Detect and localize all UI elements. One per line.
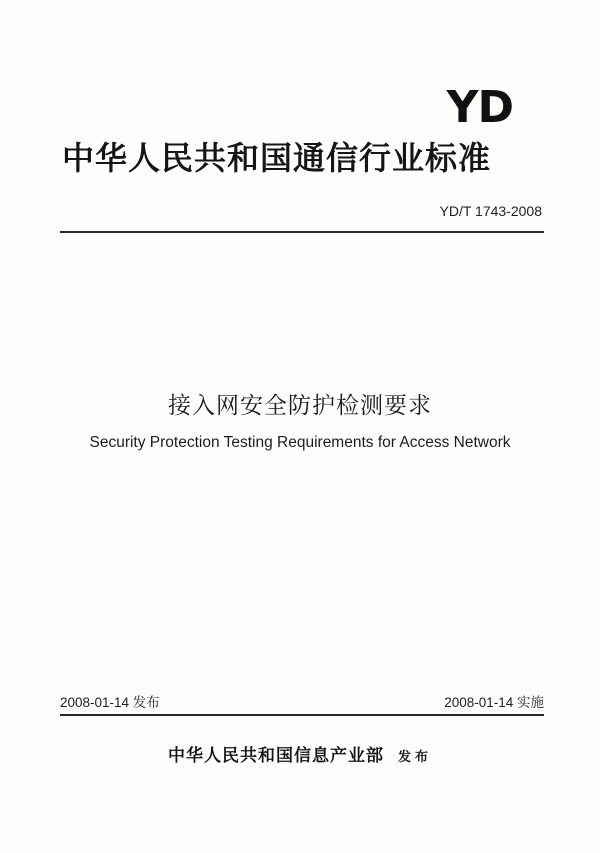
- yd-logo: YD: [446, 82, 513, 133]
- issuer-action: 发布: [397, 750, 432, 765]
- document-title-chinese: 接入网安全防护检测要求: [168, 393, 432, 419]
- issuer-line: [0, 741, 600, 766]
- standard-number: YD/T 1743-2008: [439, 203, 542, 219]
- top-divider: [60, 231, 544, 233]
- bottom-divider: [60, 714, 544, 716]
- issuer-organization: 中华人民共和国信息产业部: [167, 746, 384, 766]
- document-title-english: Security Protection Testing Requirements for Access Network: [89, 434, 511, 451]
- implementation-date: 2008-01-14 实施: [444, 695, 544, 710]
- standard-family-heading: 中华人民共和国通信行业标准: [62, 139, 492, 177]
- issue-date: 2008-01-14 发布: [60, 695, 160, 710]
